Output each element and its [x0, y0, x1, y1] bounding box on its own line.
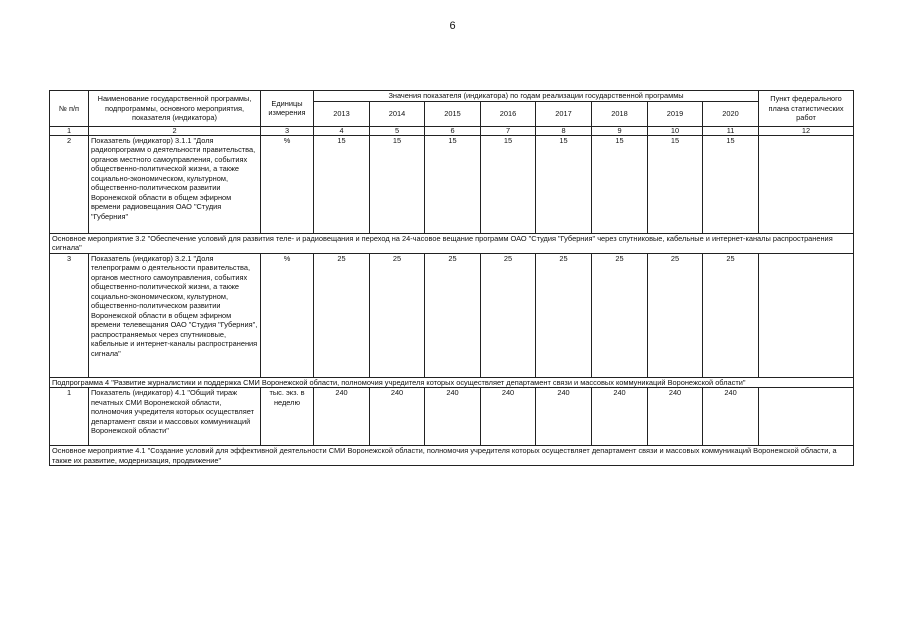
header-year: 2017 — [536, 101, 592, 126]
header-unit: Единицы измерения — [261, 91, 314, 127]
column-number: 5 — [370, 126, 425, 135]
value-cell: 25 — [481, 253, 536, 377]
section-row — [50, 233, 854, 253]
indicator-name: Показатель (индикатор) 3.2.1 "Доля телепрограмм о деятельности правительства, органов местного самоуправления, событиях общественно-политической жизни, а также социально-экономическом, культурном, общественно-политическом развитии Воронежской области в общем эфирном времени телевещания ОАО "Студия "Губерния", распространяемых через спутниковые, кабельные и интернет-каналы распространения сигнала" — [89, 253, 261, 377]
page-number: 6 — [449, 20, 456, 32]
value-cell: 15 — [425, 135, 481, 233]
indicator-name: Показатель (индикатор) 3.1.1 "Доля радиопрограмм о деятельности правительства, органов местного самоуправления, событиях общественно-политической жизни, а также социально-экономическом, культурном, общественно-политическом развитии Воронежской области в общем эфирном времени радиовещания ОАО "Студия "Губерния" — [89, 135, 261, 233]
indicator-unit: % — [261, 135, 314, 233]
value-cell: 25 — [370, 253, 425, 377]
value-cell: 25 — [536, 253, 592, 377]
section-title: Основное мероприятие 4.1 "Создание условий для эффективной деятельности СМИ Воронежской области, полномочия учредителя которых осуществляет департамент связи и массовых коммуникаций Воронежской области, а также их развитие, модернизация, продвижение" — [50, 446, 854, 466]
indicator-name: Показатель (индикатор) 4.1 "Общий тираж печатных СМИ Воронежской области, полномочия учредителя которых осуществляет департамент связи и массовых коммуникаций Воронежской области" — [89, 388, 261, 446]
column-number: 11 — [703, 126, 759, 135]
row-number: 3 — [50, 253, 89, 377]
value-cell: 25 — [648, 253, 703, 377]
table-row — [50, 388, 854, 446]
header-name: Наименование государственной программы, подпрограммы, основного мероприятия, показателя (индикатора) — [89, 91, 261, 127]
header-plan: Пункт федерального плана статистических работ — [759, 91, 854, 127]
value-cell: 25 — [314, 253, 370, 377]
indicators-table — [49, 90, 854, 466]
plan-cell — [759, 135, 854, 233]
header-num: № п/п — [50, 91, 89, 127]
value-cell: 15 — [592, 135, 648, 233]
header-year: 2020 — [703, 101, 759, 126]
value-cell: 15 — [648, 135, 703, 233]
plan-cell — [759, 388, 854, 446]
column-number: 4 — [314, 126, 370, 135]
row-number: 1 — [50, 388, 89, 446]
plan-cell — [759, 253, 854, 377]
value-cell: 15 — [481, 135, 536, 233]
value-cell: 240 — [370, 388, 425, 446]
value-cell: 240 — [592, 388, 648, 446]
value-cell: 240 — [425, 388, 481, 446]
value-cell: 15 — [370, 135, 425, 233]
indicator-unit: % — [261, 253, 314, 377]
row-number: 2 — [50, 135, 89, 233]
value-cell: 25 — [425, 253, 481, 377]
column-number: 12 — [759, 126, 854, 135]
value-cell: 15 — [703, 135, 759, 233]
section-row — [50, 377, 854, 388]
header-values: Значения показателя (индикатора) по годам реализации государственной программы — [314, 91, 759, 102]
header-year: 2015 — [425, 101, 481, 126]
column-number: 10 — [648, 126, 703, 135]
value-cell: 240 — [703, 388, 759, 446]
indicator-unit: тыс. экз. в неделю — [261, 388, 314, 446]
header-year: 2018 — [592, 101, 648, 126]
value-cell: 25 — [592, 253, 648, 377]
header-year: 2016 — [481, 101, 536, 126]
table-row — [50, 253, 854, 377]
value-cell: 25 — [703, 253, 759, 377]
column-number: 8 — [536, 126, 592, 135]
column-number: 9 — [592, 126, 648, 135]
section-title: Основное мероприятие 3.2 "Обеспечение условий для развития теле- и радиовещания и переход на 24-часовое вещание программ ОАО "Студия "Губерния" через спутниковые, кабельные и интернет-каналы распространения сигнала" — [50, 233, 854, 253]
section-title: Подпрограмма 4 "Развитие журналистики и поддержка СМИ Воронежской области, полномочия учредителя которых осуществляет департамент связи и массовых коммуникаций Воронежской области" — [50, 377, 854, 388]
column-number: 2 — [89, 126, 261, 135]
column-number: 7 — [481, 126, 536, 135]
header-year: 2019 — [648, 101, 703, 126]
value-cell: 15 — [314, 135, 370, 233]
column-number: 6 — [425, 126, 481, 135]
value-cell: 240 — [648, 388, 703, 446]
section-row — [50, 446, 854, 466]
header-year: 2013 — [314, 101, 370, 126]
header-year: 2014 — [370, 101, 425, 126]
value-cell: 240 — [536, 388, 592, 446]
value-cell: 15 — [536, 135, 592, 233]
column-numbers-row — [50, 126, 854, 135]
value-cell: 240 — [481, 388, 536, 446]
column-number: 1 — [50, 126, 89, 135]
column-number: 3 — [261, 126, 314, 135]
value-cell: 240 — [314, 388, 370, 446]
table-row — [50, 135, 854, 233]
